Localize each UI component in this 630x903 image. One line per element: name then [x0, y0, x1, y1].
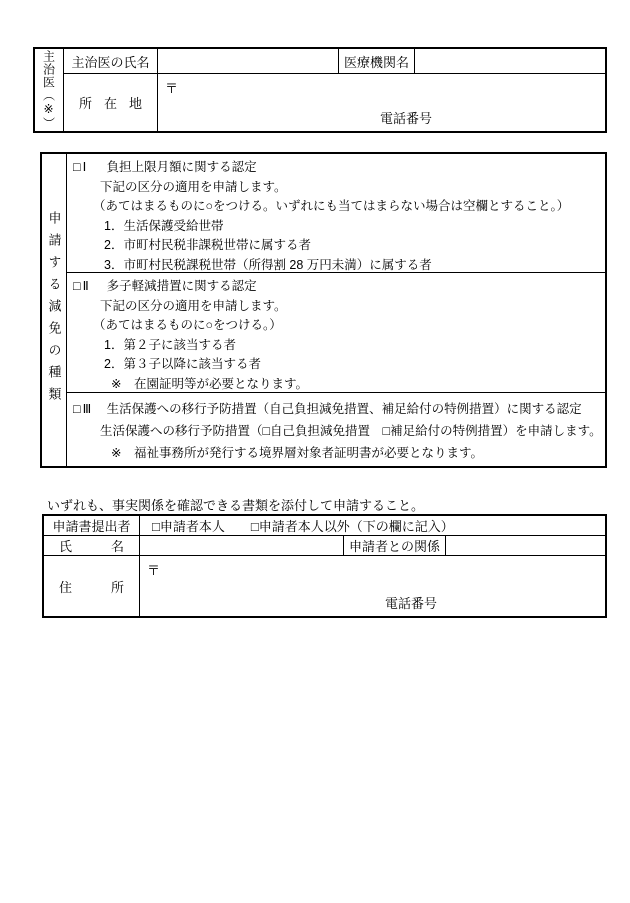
address-label-char: 住: [59, 579, 73, 595]
postal-mark: 〒: [165, 81, 179, 96]
section-option-line[interactable]: 生活保護への移行予防措置（□自己負担減免措置 □補足給付の特例措置）を申請します。: [100, 424, 602, 438]
exemption-side-label: 申請する減免の種類: [46, 211, 62, 409]
relation-input-area[interactable]: [446, 536, 605, 555]
checkbox-other[interactable]: □: [250, 519, 259, 534]
submitter-table: [42, 514, 607, 618]
section-line: 下記の区分の適用を申請します。: [100, 179, 287, 194]
doctor-side-header: [35, 49, 64, 131]
exemption-section-2: [67, 273, 605, 393]
checkbox-self[interactable]: □: [152, 519, 160, 534]
section-option-line[interactable]: 2．市町村民税非課税世帯に属する者: [104, 238, 311, 253]
option-self[interactable]: [152, 516, 225, 535]
exemption-section-3: [67, 393, 605, 466]
postal-mark: 〒: [147, 563, 161, 578]
doctor-name-input-area[interactable]: [158, 49, 339, 73]
section-option-line[interactable]: 3．市町村民税課税世帯（所得割 28 万円未満）に属する者: [104, 257, 432, 272]
section-2-heading: [67, 277, 605, 297]
option-self-label: 申請者本人: [159, 519, 225, 534]
exemption-table: [40, 152, 607, 468]
submitter-label: 申請書提出者: [44, 516, 140, 535]
section-line: （あてはまるものに○をつける。）: [93, 318, 282, 333]
section-2-title: 多子軽減措置に関する認定: [106, 279, 257, 293]
phone-label: 電話番号: [385, 596, 438, 611]
section-1-title: 負担上限月額に関する認定: [106, 160, 257, 174]
doctor-side-label: 主治医（※）: [41, 50, 56, 130]
doctor-table: [33, 47, 607, 133]
doctor-address-input-area[interactable]: [158, 74, 605, 131]
address-label-char: 所: [79, 96, 93, 111]
section-1-numeral: Ⅰ: [82, 160, 87, 174]
section-note-line: ※ 福祉事務所が発行する境界層対象者証明書が必要となります。: [111, 446, 483, 460]
section-3-heading: [67, 398, 605, 420]
address-label-char: 地: [128, 96, 142, 111]
exemption-side-header: [42, 154, 67, 466]
submitter-name-input-area[interactable]: [140, 536, 344, 555]
submitter-options: [140, 516, 605, 535]
option-other[interactable]: [251, 516, 454, 535]
option-other-label: 申請者本人以外（下の欄に記入）: [258, 519, 454, 534]
section-note-line: ※ 在園証明等が必要となります。: [111, 376, 308, 391]
doctor-name-label: 主治医の氏名: [64, 49, 158, 73]
section-option-line[interactable]: 2．第３子以降に該当する者: [104, 357, 261, 372]
name-label-char: 氏: [59, 539, 73, 554]
submitter-name-label: [44, 536, 140, 555]
section-line: 下記の区分の適用を申請します。: [100, 298, 287, 313]
checkbox-section-3[interactable]: □: [73, 402, 81, 416]
section-option-line[interactable]: 1．第２子に該当する者: [104, 337, 236, 352]
checkbox-section-2[interactable]: □: [73, 279, 81, 293]
section-3-title: 生活保護への移行予防措置（自己負担減免措置、補足給付の特例措置）に関する認定: [106, 402, 582, 416]
doctor-address-label: [64, 74, 158, 131]
section-3-numeral: Ⅲ: [82, 402, 92, 416]
section-2-numeral: Ⅱ: [82, 279, 89, 293]
attachment-note: いずれも、事実関係を確認できる書類を添付して申請すること。: [47, 498, 425, 513]
submitter-address-label: [44, 556, 140, 616]
section-line: （あてはまるものに○をつける。いずれにも当てはまらない場合は空欄とすること。）: [93, 199, 570, 214]
section-1-heading: [67, 158, 605, 178]
submitter-address-input-area[interactable]: [140, 556, 605, 616]
exemption-section-1: [67, 154, 605, 273]
checkbox-section-1[interactable]: □: [73, 160, 81, 174]
address-label-char: 所: [110, 579, 124, 595]
institution-label: 医療機関名: [339, 49, 415, 73]
relation-label: 申請者との関係: [344, 536, 446, 555]
address-label-char: 在: [103, 96, 117, 111]
section-option-line[interactable]: 1．生活保護受給世帯: [104, 218, 224, 233]
name-label-char: 名: [110, 539, 124, 554]
institution-input-area[interactable]: [415, 49, 605, 73]
phone-label: 電話番号: [380, 111, 433, 126]
